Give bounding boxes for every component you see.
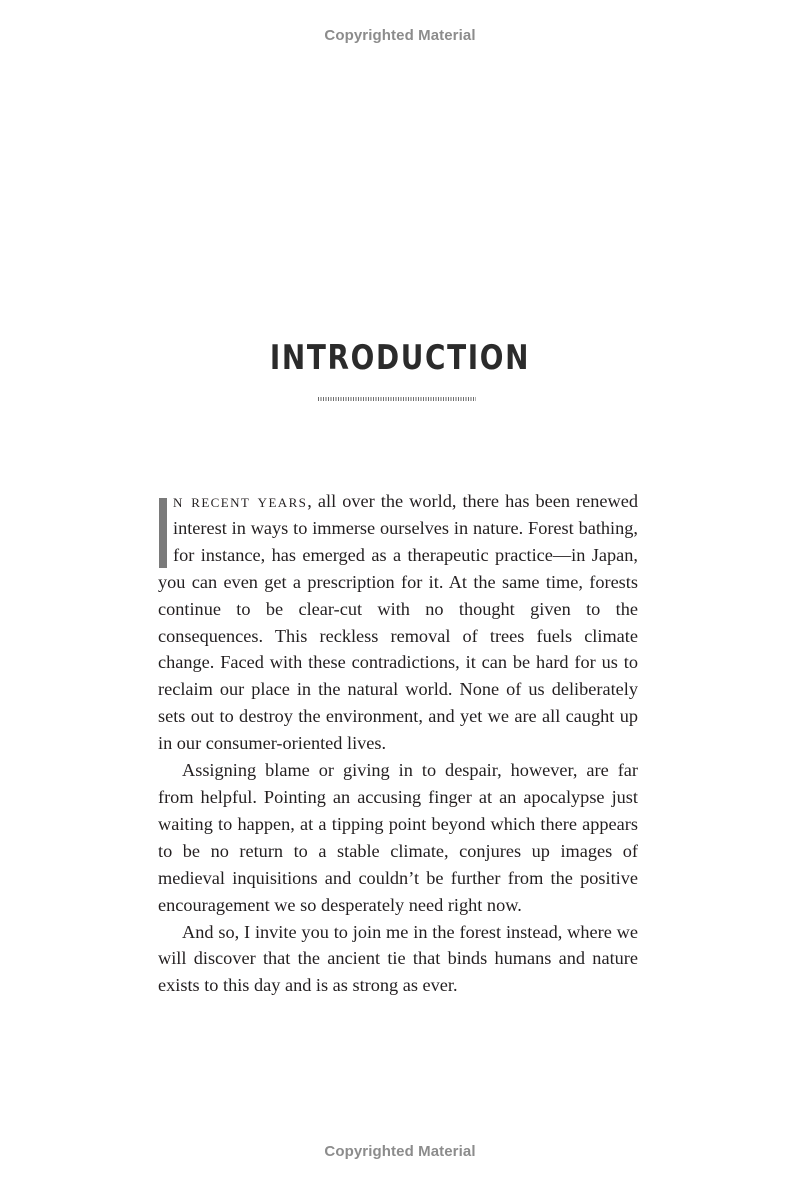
title-ornament-rule xyxy=(318,397,476,401)
paragraph-second: Assigning blame or giving in to despair, however, are far from helpful. Pointing an accusing finger at an apocalypse just waiting to happen, at a tipping point beyond which there appears to be no return to a stable climate, conjures up images of medieval inquisitions and couldn’t be further from the positive encouragement we so desperately need right now. xyxy=(158,760,638,915)
paragraph-first xyxy=(158,488,638,757)
body-text xyxy=(158,488,638,999)
paragraph-first-text: , all over the world, there has been renewed interest in ways to immerse ourselves in nature. Forest bathing, for instance, has emerged as a therapeutic practice—in Japan, you can even get a prescription for it. At the same time, forests continue to be clear-cut with no thought given to the consequences. This reckless removal of trees fuels climate change. Faced with these contradictions, it can be hard for us to reclaim our place in the natural world. None of us deliberately sets out to destroy the environment, and yet we are all caught up in our consumer-oriented lives. xyxy=(158,491,638,754)
drop-cap-letter xyxy=(159,498,167,568)
paragraph-third: And so, I invite you to join me in the forest instead, where we will discover that the ancient tie that binds humans and nature exists to this day and is as strong as ever. xyxy=(158,921,638,996)
chapter-title: INTRODUCTION xyxy=(269,338,531,378)
copyright-watermark-bottom: Copyrighted Material xyxy=(324,1143,476,1160)
lead-in-smallcaps: n recent years xyxy=(173,491,308,511)
copyright-watermark-top: Copyrighted Material xyxy=(324,27,476,44)
